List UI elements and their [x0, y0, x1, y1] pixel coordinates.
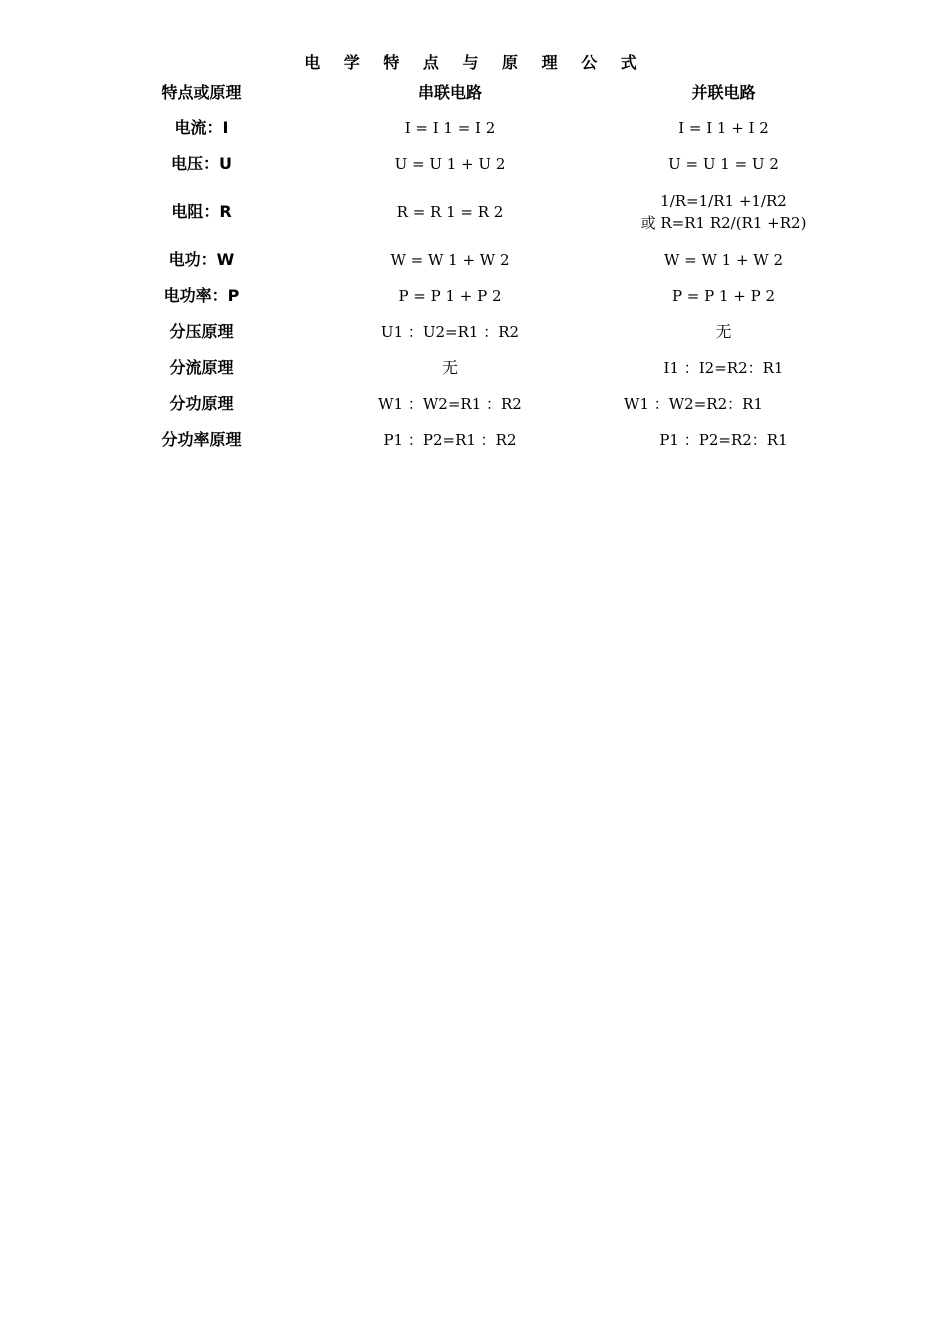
parallel-formula-line-1: 1/R=1/R1 +1/R2 — [660, 192, 787, 210]
row-label: 电阻：R — [171, 202, 232, 221]
table-row — [60, 350, 890, 386]
series-formula: R = R 1 = R 2 — [396, 203, 504, 221]
table-row — [60, 386, 890, 422]
parallel-formula-text: W1 ：W2=R2：R1 — [624, 395, 763, 413]
series-formula: U1 ：U2=R1 ：R2 — [380, 323, 520, 341]
row-label: 电压：U — [171, 154, 232, 173]
parallel-formula: I1 ：I2=R2：R1 — [663, 359, 784, 377]
series-formula: I = I 1 = I 2 — [404, 119, 496, 137]
formula-table — [60, 76, 890, 458]
series-formula: W = W 1 + W 2 — [390, 251, 510, 269]
parallel-formula — [557, 314, 890, 350]
table-row — [60, 314, 890, 350]
series-formula: P1 ：P2=R1 ：R2 — [383, 431, 517, 449]
parallel-formula: W = W 1 + W 2 — [663, 251, 784, 269]
row-label: 电功率：P — [163, 286, 240, 305]
row-label: 分压原理 — [169, 322, 234, 341]
page-title: 电 学 特 点 与 原 理 公 式 — [304, 53, 646, 72]
table-row — [60, 422, 890, 458]
parallel-formula: U = U 1 = U 2 — [668, 155, 779, 173]
row-label: 分流原理 — [169, 358, 234, 377]
parallel-formula: P = P 1 + P 2 — [671, 287, 776, 305]
row-label: 分功原理 — [169, 394, 234, 413]
table-row — [60, 278, 890, 314]
header-parallel-circuit: 并联电路 — [691, 83, 756, 102]
table-row — [60, 242, 890, 278]
parallel-formula-line-2: 或 R=R1 R2/(R1 +R2) — [640, 214, 807, 232]
none-text: 无 — [715, 322, 732, 341]
series-formula: U = U 1 + U 2 — [394, 155, 506, 173]
header-feature: 特点或原理 — [161, 83, 242, 102]
series-formula: P = P 1 + P 2 — [398, 287, 502, 305]
table-row — [60, 146, 890, 182]
parallel-formula: P1 ：P2=R2：R1 — [659, 431, 788, 449]
table-header-row — [60, 76, 890, 110]
header-series-circuit: 串联电路 — [417, 83, 482, 102]
row-label: 电功：W — [168, 250, 235, 269]
parallel-formula: I = I 1 + I 2 — [678, 119, 769, 137]
series-formula: W1 ：W2=R1 ：R2 — [378, 395, 522, 413]
parallel-formula — [557, 182, 890, 242]
table-row — [60, 110, 890, 146]
series-formula — [343, 350, 557, 386]
none-text: 无 — [441, 358, 458, 377]
parallel-formula — [557, 386, 890, 422]
table-row — [60, 182, 890, 242]
row-label: 电流：I — [174, 118, 229, 137]
row-label: 分功率原理 — [161, 430, 242, 449]
